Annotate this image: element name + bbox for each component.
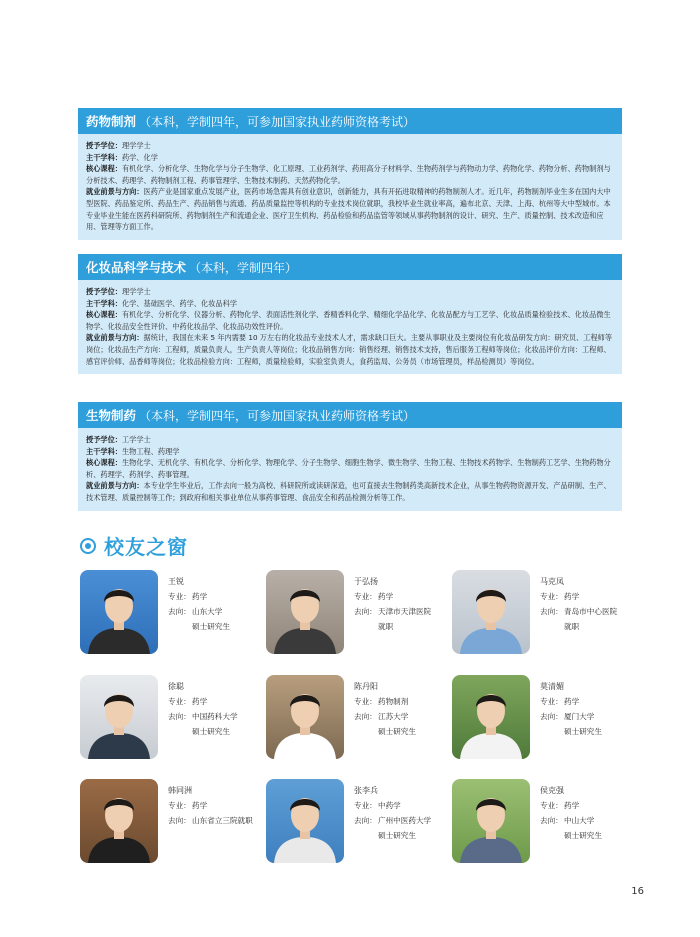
alumni-destination-detail: 硕士研究生 bbox=[564, 727, 602, 736]
alumni-photo bbox=[80, 675, 158, 759]
alumni-major: 药学 bbox=[192, 801, 208, 810]
alumni-destination-detail: 就职 bbox=[378, 622, 394, 631]
alumni-name: 王锐 bbox=[168, 577, 184, 586]
alumni-destination: 山东大学 bbox=[192, 607, 223, 616]
alumni-info bbox=[168, 574, 268, 634]
alumni-major: 药学 bbox=[378, 592, 394, 601]
alumni-card bbox=[80, 675, 266, 761]
alumni-name: 侯克强 bbox=[540, 786, 564, 795]
program-pharmaceutical-preparation bbox=[78, 108, 622, 240]
alumni-title-text: 校友之窗 bbox=[104, 535, 188, 559]
alumni-destination: 青岛市中心医院 bbox=[564, 607, 618, 616]
alumni-destination: 中国药科大学 bbox=[192, 712, 238, 721]
program-note: （本科，学制四年，可参加国家执业药师资格考试） bbox=[139, 408, 416, 423]
destination-label: 去向： bbox=[540, 816, 563, 825]
alumni-info bbox=[540, 679, 640, 739]
alumni-info bbox=[168, 679, 268, 739]
program-note: （本科，学制四年） bbox=[189, 260, 298, 275]
program-header bbox=[78, 254, 622, 280]
program-biopharmaceutics bbox=[78, 402, 622, 511]
alumni-section-title bbox=[80, 531, 188, 560]
alumni-destination-detail: 硕士研究生 bbox=[378, 727, 416, 736]
major-label: 专业： bbox=[540, 592, 563, 601]
alumni-name: 陈丹阳 bbox=[354, 682, 378, 691]
alumni-destination-detail: 硕士研究生 bbox=[192, 727, 230, 736]
alumni-major: 药学 bbox=[564, 592, 580, 601]
discipline-row: 主干学科：药学、化学 bbox=[86, 152, 158, 162]
alumni-major: 药学 bbox=[564, 697, 580, 706]
major-label: 专业： bbox=[168, 801, 191, 810]
page-number: 16 bbox=[631, 886, 644, 897]
alumni-card bbox=[452, 570, 638, 656]
program-note: （本科，学制四年，可参加国家执业药师资格考试） bbox=[139, 114, 416, 129]
alumni-info bbox=[540, 783, 640, 843]
program-header bbox=[78, 402, 622, 428]
destination-label: 去向： bbox=[354, 816, 377, 825]
alumni-card bbox=[80, 779, 266, 865]
discipline-row: 主干学科：生物工程、药理学 bbox=[86, 446, 180, 456]
discipline-row: 主干学科：化学、基础医学、药学、化妆品科学 bbox=[86, 298, 237, 308]
destination-label: 去向： bbox=[168, 816, 191, 825]
degree-row: 授予学位：理学学士 bbox=[86, 141, 151, 150]
alumni-destination-detail: 就职 bbox=[564, 622, 580, 631]
alumni-major: 药学 bbox=[192, 592, 208, 601]
destination-label: 去向： bbox=[540, 712, 563, 721]
major-label: 专业： bbox=[168, 697, 191, 706]
alumni-name: 张李兵 bbox=[354, 786, 378, 795]
career-row: 就业前景与方向：医药产业是国家重点发展产业，医药市场急需具有创业意识，创新能力，具有开拓进取精神的药物制剂人才。近几年，药物制剂毕业生多在国内大中型医院、药品鉴定所、药品生产、药品销售与流通、药品质量监控等机构的专业技术岗位就职，我校毕业生就业率高，遍布北京、天津、上海、杭州等大中型城市。本专业毕业生能在医药科研院所、药物制剂生产和流通企业、医疗卫生机构、药品检验和药品监管等领域从事药物制剂的设计、研究、生产、质量控制、技术改造和应用、管理等方面工作。 bbox=[86, 187, 611, 232]
alumni-name: 莫清媚 bbox=[540, 682, 564, 691]
alumni-photo bbox=[266, 675, 344, 759]
alumni-info bbox=[354, 679, 454, 739]
alumni-card bbox=[452, 675, 638, 761]
alumni-card bbox=[266, 570, 452, 656]
major-label: 专业： bbox=[168, 592, 191, 601]
program-details bbox=[78, 134, 622, 240]
program-name: 化妆品科学与技术 bbox=[86, 260, 187, 275]
program-header bbox=[78, 108, 622, 134]
alumni-name: 韩同洲 bbox=[168, 786, 192, 795]
alumni-photo bbox=[80, 779, 158, 863]
alumni-major: 药物制剂 bbox=[378, 697, 409, 706]
alumni-destination: 厦门大学 bbox=[564, 712, 595, 721]
program-details bbox=[78, 280, 622, 374]
alumni-photo bbox=[266, 570, 344, 654]
major-label: 专业： bbox=[354, 592, 377, 601]
alumni-info bbox=[354, 574, 454, 634]
program-cosmetic-science bbox=[78, 254, 622, 374]
alumni-destination: 江苏大学 bbox=[378, 712, 409, 721]
alumni-destination-detail: 硕士研究生 bbox=[192, 622, 230, 631]
alumni-photo bbox=[452, 675, 530, 759]
courses-row: 核心课程：有机化学、分析化学、生物化学与分子生物学、化工原理、工业药剂学、药用高分子材料学、生物药剂学与药物动力学、药物化学、药物分析、药物制剂与分析技术、药理学、药物制剂工程、药事管理学、生物技术制药、天然药物化学。 bbox=[86, 164, 611, 185]
alumni-major: 药学 bbox=[564, 801, 580, 810]
destination-label: 去向： bbox=[354, 712, 377, 721]
destination-label: 去向： bbox=[168, 712, 191, 721]
program-details bbox=[78, 428, 622, 511]
courses-row: 核心课程：有机化学、分析化学、仪器分析、药物化学、表面活性剂化学、香精香料化学、精细化学品化学、化妆品配方与工艺学、化妆品质量检验技术、化妆品微生物学、化妆品安全性评价、中药化妆品学、化妆品功效性评价。 bbox=[86, 310, 611, 331]
alumni-destination-detail: 硕士研究生 bbox=[564, 831, 602, 840]
alumni-name: 于弘扬 bbox=[354, 577, 378, 586]
alumni-card bbox=[452, 779, 638, 865]
alumni-destination-detail: 硕士研究生 bbox=[378, 831, 416, 840]
career-row: 就业前景与方向：据统计，我国在未来 5 年内需要 10 万左右的化妆品专业技术人才，需求缺口巨大。主要从事职业及主要岗位有化妆品研发方向：研究员、工程师等岗位；化妆品生产方向：工程师，质量负责人，生产负责人等岗位；化妆品销售方向：销售经理、销售技术支持，售后服务工程师等岗位；化妆品评价方向：工程师、感官评价师、品香师等岗位；化妆品检验方向：工程师，质量检验师，实验室负责人，食药监局、公务员（市场管理员，样品检测员）等岗位。 bbox=[86, 333, 613, 366]
destination-label: 去向： bbox=[354, 607, 377, 616]
alumni-info bbox=[354, 783, 454, 843]
alumni-destination: 山东省立三院就职 bbox=[192, 816, 253, 825]
alumni-info bbox=[168, 783, 268, 828]
degree-row: 授予学位：理学学士 bbox=[86, 287, 151, 296]
bullet-circle-icon bbox=[80, 538, 96, 554]
major-label: 专业： bbox=[354, 801, 377, 810]
alumni-photo bbox=[452, 779, 530, 863]
alumni-destination: 天津市天津医院 bbox=[378, 607, 432, 616]
alumni-destination: 中山大学 bbox=[564, 816, 595, 825]
courses-row: 核心课程：生物化学、无机化学、有机化学、分析化学、物理化学、分子生物学、细胞生物学、微生物学、生物工程、生物技术药物学、生物制药工艺学、生物药物分析、药理学、药剂学、药事管理。 bbox=[86, 458, 611, 479]
major-label: 专业： bbox=[540, 697, 563, 706]
career-row: 就业前景与方向：本专业学生毕业后，工作去向一般为高校、科研院所或读研深造，也可直接去生物制药类高新技术企业，从事生物药物资源开发、产品研制、生产、技术管理、质量控制等工作；到政府和相关事业单位从事药事管理、食品安全和药品检测分析等工作。 bbox=[86, 481, 611, 502]
alumni-major: 中药学 bbox=[378, 801, 401, 810]
alumni-info bbox=[540, 574, 640, 634]
alumni-major: 药学 bbox=[192, 697, 208, 706]
major-label: 专业： bbox=[354, 697, 377, 706]
alumni-card bbox=[80, 570, 266, 656]
program-name: 生物制药 bbox=[86, 408, 137, 423]
destination-label: 去向： bbox=[168, 607, 191, 616]
alumni-photo bbox=[80, 570, 158, 654]
alumni-card bbox=[266, 779, 452, 865]
alumni-name: 徐聪 bbox=[168, 682, 184, 691]
alumni-card bbox=[266, 675, 452, 761]
alumni-destination: 广州中医药大学 bbox=[378, 816, 432, 825]
major-label: 专业： bbox=[540, 801, 563, 810]
destination-label: 去向： bbox=[540, 607, 563, 616]
alumni-name: 马克凤 bbox=[540, 577, 564, 586]
degree-row: 授予学位：工学学士 bbox=[86, 435, 151, 444]
alumni-photo bbox=[452, 570, 530, 654]
program-name: 药物制剂 bbox=[86, 114, 137, 129]
alumni-photo bbox=[266, 779, 344, 863]
